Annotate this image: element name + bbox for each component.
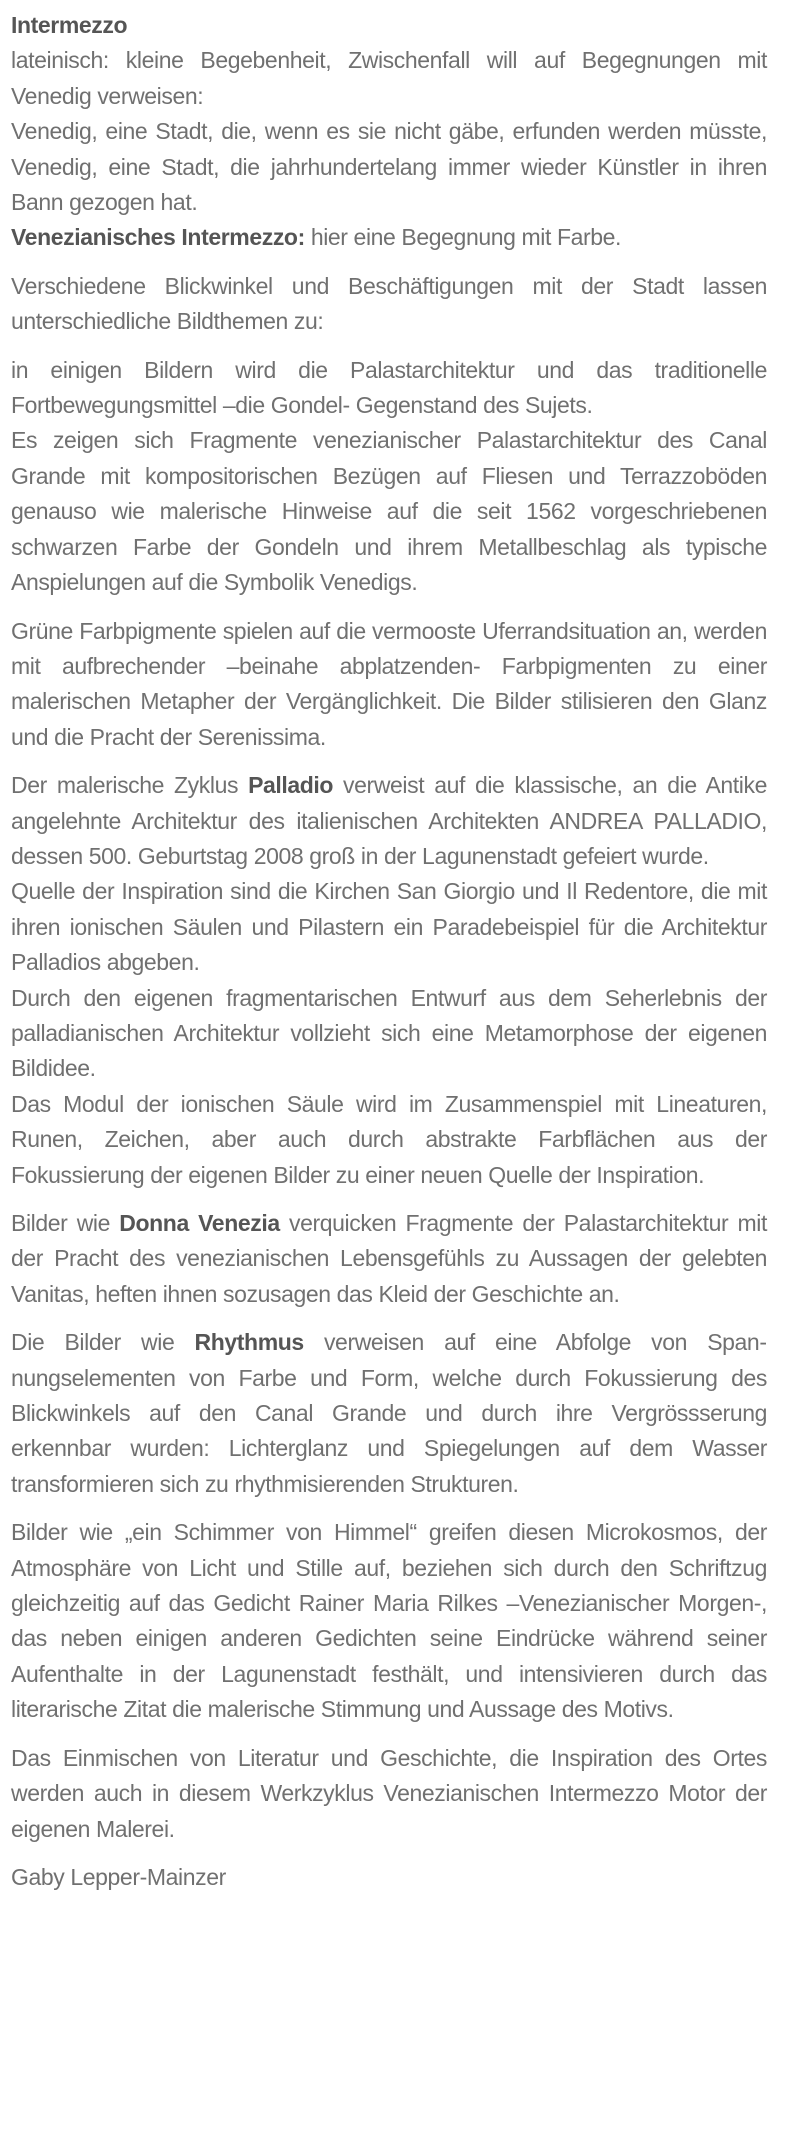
palladio-text-post: verweist auf die klassische, an die Antike angelehnte Architektur des italienischen Architekten ANDREA PALLADIO, dessen 500. Geburtstag 2008 groß in der Lagunenstadt gefeiert wurde. <box>11 772 767 869</box>
pigments-paragraph: Grüne Farbpigmente spielen auf die vermooste Uferrandsituation an, werden mit aufbrechender –beinahe abplatzenden- Farbpigmenten zu einer malerischen Metapher der Vergänglichkeit. Die Bilder stilisieren den Glanz und die Pracht der Serenissima. <box>11 617 767 750</box>
intro-paragraph: lateinisch: kleine Begebenheit, Zwischenfall will auf Begegnungen mit Venedig verweisen: <box>11 47 767 109</box>
architecture-paragraph: Es zeigen sich Fragmente venezianischer Palastarchitektur des Canal Grande mit kompositorischen Bezügen auf Fliesen und Terrazzoböden genauso wie malerische Hinweise auf die seit 1562 vorgeschriebenen schwarzen Farbe der Gondeln und ihrem Metallbeschlag als typische Anspielungen auf die Symbolik Venedigs. <box>11 427 767 596</box>
rhythmus-paragraph <box>11 1325 767 1502</box>
palladio-paragraph <box>11 768 767 874</box>
palladio-text-pre: Der malerische Zyklus <box>11 772 249 799</box>
rhythmus-text-post: verweisen auf eine Abfolge von Spannungselementen von Farbe und Form, welche durch Fokussierung des Blickwinkels auf den Canal Grande und durch ihre Vergrössserung erkennbar wurden: Lichterglanz und Spiegelungen auf dem Wasser transformieren sich zu rhythmisierenden Strukturen. <box>11 1329 768 1497</box>
document-title: Intermezzo <box>11 12 128 38</box>
inspiration-paragraph: Quelle der Inspiration sind die Kirchen San Giorgio und Il Redentore, die mit ihren ionischen Säulen und Pilastern ein Paradebeispiel für die Architektur Palladios abgeben. <box>11 878 767 976</box>
rhythmus-title: Rhythmus <box>194 1329 304 1356</box>
rhythmus-text-pre: Die Bilder wie <box>11 1329 195 1356</box>
metamorphosis-paragraph: Durch den eigenen fragmentarischen Entwurf aus dem Seherlebnis der palladianischen Architektur vollzieht sich eine Metamorphose der eigenen Bildidee. <box>11 984 767 1082</box>
donna-venezia-text-post: verquicken Fragmente der Palastarchitektur mit der Pracht des venezianischen Lebensgefühls zu Aussagen der gelebten Vanitas, heften ihnen sozusagen das Kleid der Geschichte an. <box>11 1210 767 1307</box>
donna-venezia-text-pre: Bilder wie <box>11 1210 120 1236</box>
schimmer-paragraph: Bilder wie „ein Schimmer von Himmel“ greifen diesen Microkosmos, der Atmosphäre von Licht und Stille auf, beziehen sich durch den Schriftzug gleichzeitig auf das Gedicht Rainer Maria Rilkes –Venezianischer Morgen-, das neben einigen anderen Gedichten seine Eindrücke während seiner Aufenthalte in der Lagunenstadt festhält, und intensivieren durch das literarische Zitat die malerische Stimmung und Aussage des Motivs. <box>11 1519 767 1723</box>
intermezzo-text: hier eine Begegnung mit Farbe. <box>304 224 622 251</box>
gondola-paragraph: in einigen Bildern wird die Palastarchitektur und das traditionelle Fortbewegungsmittel –die Gondel- Gegenstand des Sujets. <box>11 356 767 419</box>
author-signature: Gaby Lepper-Mainzer <box>11 1863 226 1890</box>
venice-paragraph: Venedig, eine Stadt, die, wenn es sie nicht gäbe, erfunden werden müsste, Venedig, eine Stadt, die jahrhundertelang immer wieder Künstler in ihren Bann gezogen hat. <box>11 118 767 216</box>
intermezzo-heading: Venezianisches Intermezzo: <box>11 224 305 251</box>
document-body <box>11 8 767 1895</box>
perspectives-paragraph: Verschiedene Blickwinkel und Beschäftigungen mit der Stadt lassen unterschiedliche Bildthemen zu: <box>11 272 767 335</box>
closing-paragraph: Das Einmischen von Literatur und Geschichte, die Inspiration des Ortes werden auch in diesem Werkzyklus Venezianischen Intermezzo Motor der eigenen Malerei. <box>11 1744 767 1842</box>
palladio-title: Palladio <box>248 772 334 799</box>
donna-venezia-title: Donna Venezia <box>119 1210 280 1236</box>
intermezzo-paragraph <box>11 220 767 255</box>
column-paragraph: Das Modul der ionischen Säule wird im Zusammenspiel mit Lineaturen, Runen, Zeichen, aber auch durch abstrakte Farbflächen aus der Fokussierung der eigenen Bilder zu einer neuen Quelle der Inspiration. <box>11 1090 767 1188</box>
donna-venezia-paragraph <box>11 1206 767 1312</box>
